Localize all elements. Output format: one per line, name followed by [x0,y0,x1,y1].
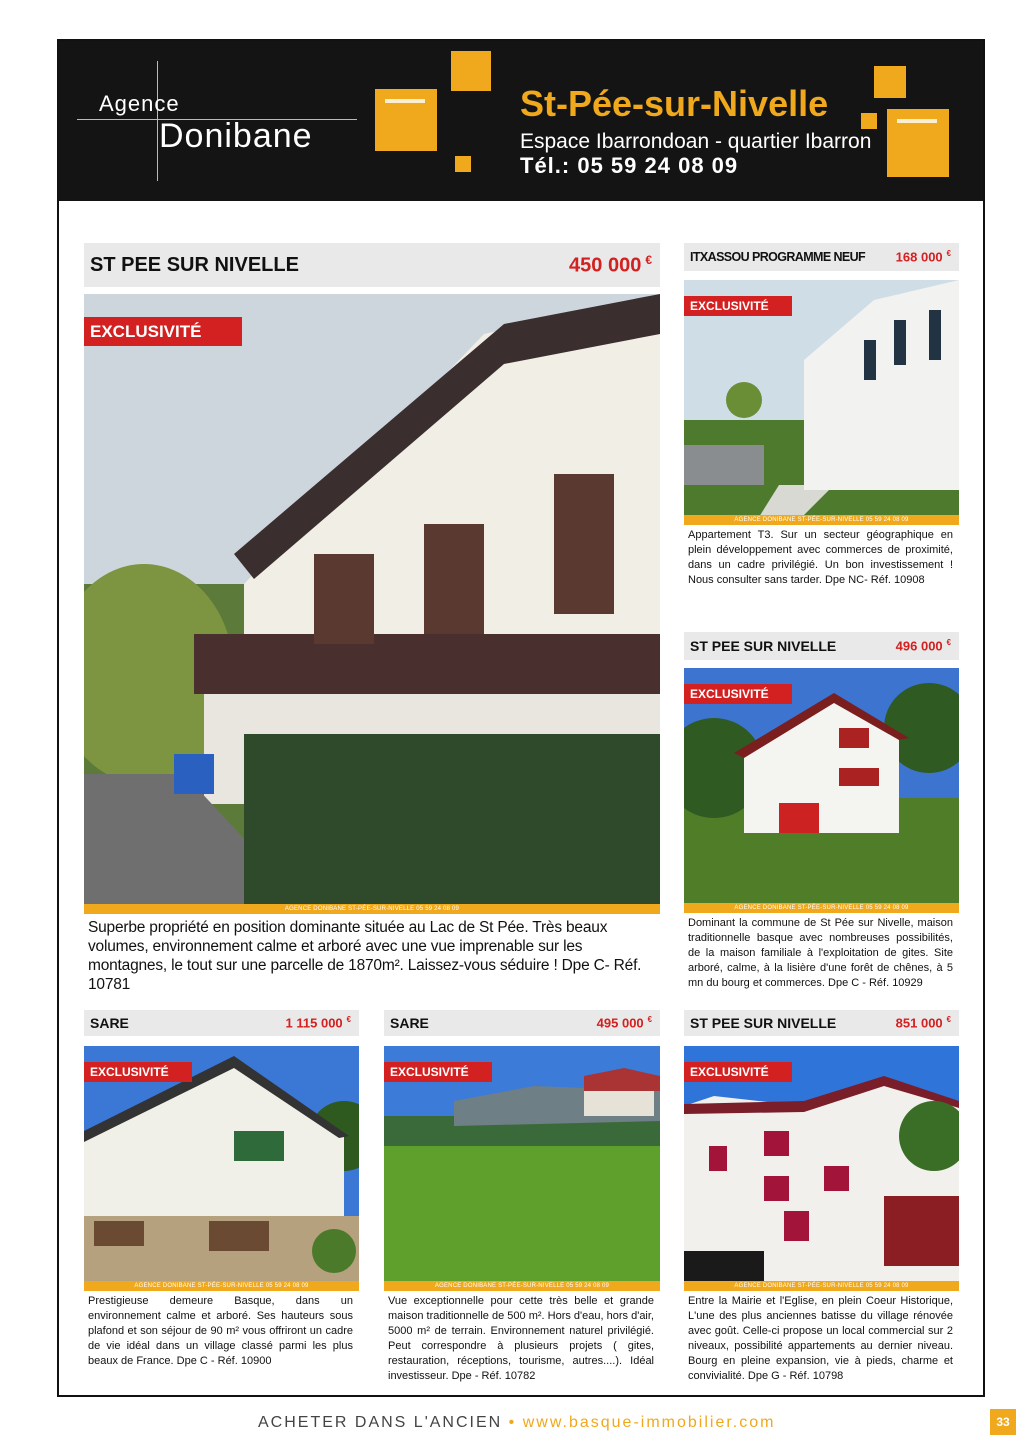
listing-title-bar [684,632,959,660]
house-photo-illustration [384,1046,660,1291]
listing-price: 450 000 € [569,252,652,277]
house-photo-illustration [684,668,959,913]
listing-location: SARE [390,1015,429,1031]
exclusivity-badge: EXCLUSIVITÉ [84,317,242,346]
photo-credit: AGENCE DONIBANE ST-PÉE-SUR-NIVELLE 05 59 24 08 09 [84,1281,359,1291]
listing-description: Superbe propriété en position dominante située au Lac de St Pée. Très beaux volumes, environnement calme et arboré avec une vue imprenable sur les montagnes, le tout sur une parcelle de 1870m². Laissez-vous séduire ! Dpe C- Réf. 10781 [88,919,642,993]
exclusivity-badge: EXCLUSIVITÉ [684,296,792,316]
photo-credit: AGENCE DONIBANE ST-PÉE-SUR-NIVELLE 05 59 24 08 09 [684,515,959,525]
property-photo [84,294,660,914]
listing-price: 851 000 € [895,1015,951,1031]
logo-square-icon [874,66,906,98]
exclusivity-badge: EXCLUSIVITÉ [684,684,792,704]
footer-tagline: ACHETER DANS L'ANCIEN [258,1414,503,1431]
listing-title-bar [684,1010,959,1036]
exclusivity-badge: EXCLUSIVITÉ [384,1062,492,1082]
property-photo [684,668,959,913]
logo-square-icon [451,51,491,91]
agency-phone: Tél.: 05 59 24 08 09 [520,153,739,178]
house-photo-illustration [84,294,660,914]
listing-title-bar [684,243,959,271]
photo-credit: AGENCE DONIBANE ST-PÉE-SUR-NIVELLE 05 59 24 08 09 [384,1281,660,1291]
agency-header [59,41,983,201]
page-footer [258,1414,775,1432]
logo-square-icon [455,156,471,172]
property-photo [384,1046,660,1291]
listing-description: Prestigieuse demeure Basque, dans un environnement calme et arboré. Ses hauteurs sous plafond et son séjour de 90 m² vous offriront un cadre de vie idéal dans un village classé parmi les plus beaux de France. Dpe C - Réf. 10900 [88,1295,353,1367]
agency-name: Donibane [159,117,313,155]
agency-city: St-Pée-sur-Nivelle [520,83,829,124]
footer-separator: • [508,1414,517,1431]
photo-credit: AGENCE DONIBANE ST-PÉE-SUR-NIVELLE 05 59 24 08 09 [684,903,959,913]
listing-title-bar [84,1010,359,1036]
photo-credit: AGENCE DONIBANE ST-PÉE-SUR-NIVELLE 05 59 24 08 09 [684,1281,959,1291]
listing-description: Entre la Mairie et l'Eglise, en plein Coeur Historique, L'une des plus anciennes batisse du village rénovée avec goût. Celle-ci propose un local commercial sur 2 niveaux, possibilité appartements au dernier niveau. Bourg en pleine expansion, vie à pieds, charme et convivialité. Dpe G - Réf. 10798 [688,1295,953,1382]
listing-description: Dominant la commune de St Pée sur Nivelle, maison traditionnelle basque avec nombreuses possibilités, de la maison familiale à l'exploitation de gites. Site arboré, calme, à la lisière d'une forêt de chênes, à 5 mn du bourg et commerces. Dpe C - Réf. 10929 [688,917,953,989]
page-number: 33 [990,1409,1016,1435]
listing-description: Vue exceptionnelle pour cette très belle et grande maison traditionnelle de 500 m². Hors d'eau, hors d'air, 5000 m² de terrain. Environnement naturel privilégié. Peut correspondre à plusieurs projets ( gites, restauration, réceptions, tourisme, autres....). Idéal investisseur. Dpe - Réf. 10782 [388,1295,654,1382]
listing-location: ITXASSOU PROGRAMME NEUF [690,250,866,264]
logo-square-icon [887,109,949,177]
agency-label: Agence [99,91,180,116]
property-photo [684,1046,959,1291]
agency-address: Espace Ibarrondoan - quartier Ibarron [520,130,872,153]
listing-price: 168 000 € [895,249,951,265]
logo-square-icon [375,89,437,151]
listing-price: 496 000 € [895,638,951,654]
listing-location: SARE [90,1015,129,1031]
listing-title-bar [84,243,660,287]
logo-square-icon [861,113,877,129]
exclusivity-badge: EXCLUSIVITÉ [84,1062,192,1082]
listing-location: ST PEE SUR NIVELLE [90,253,299,276]
photo-credit: AGENCE DONIBANE ST-PÉE-SUR-NIVELLE 05 59 24 08 09 [84,904,660,914]
listing-description: Appartement T3. Sur un secteur géographique en plein développement avec commerces de proximité, dans un cadre privilégié. Un bon investissement ! Nous consulter sans tarder. Dpe NC- Réf. 10908 [688,529,953,586]
property-photo [684,280,959,525]
listing-price: 1 115 000 € [285,1015,351,1031]
house-photo-illustration [684,1046,959,1291]
listing-title-bar [384,1010,660,1036]
logo-rule-vertical [157,61,158,181]
footer-website-link[interactable]: www.basque-immobilier.com [522,1414,776,1431]
listing-location: ST PEE SUR NIVELLE [690,1015,837,1031]
house-photo-illustration [84,1046,359,1291]
house-photo-illustration [684,280,959,525]
listing-location: ST PEE SUR NIVELLE [690,638,837,654]
property-photo [84,1046,359,1291]
listing-price: 495 000 € [596,1015,652,1031]
exclusivity-badge: EXCLUSIVITÉ [684,1062,792,1082]
